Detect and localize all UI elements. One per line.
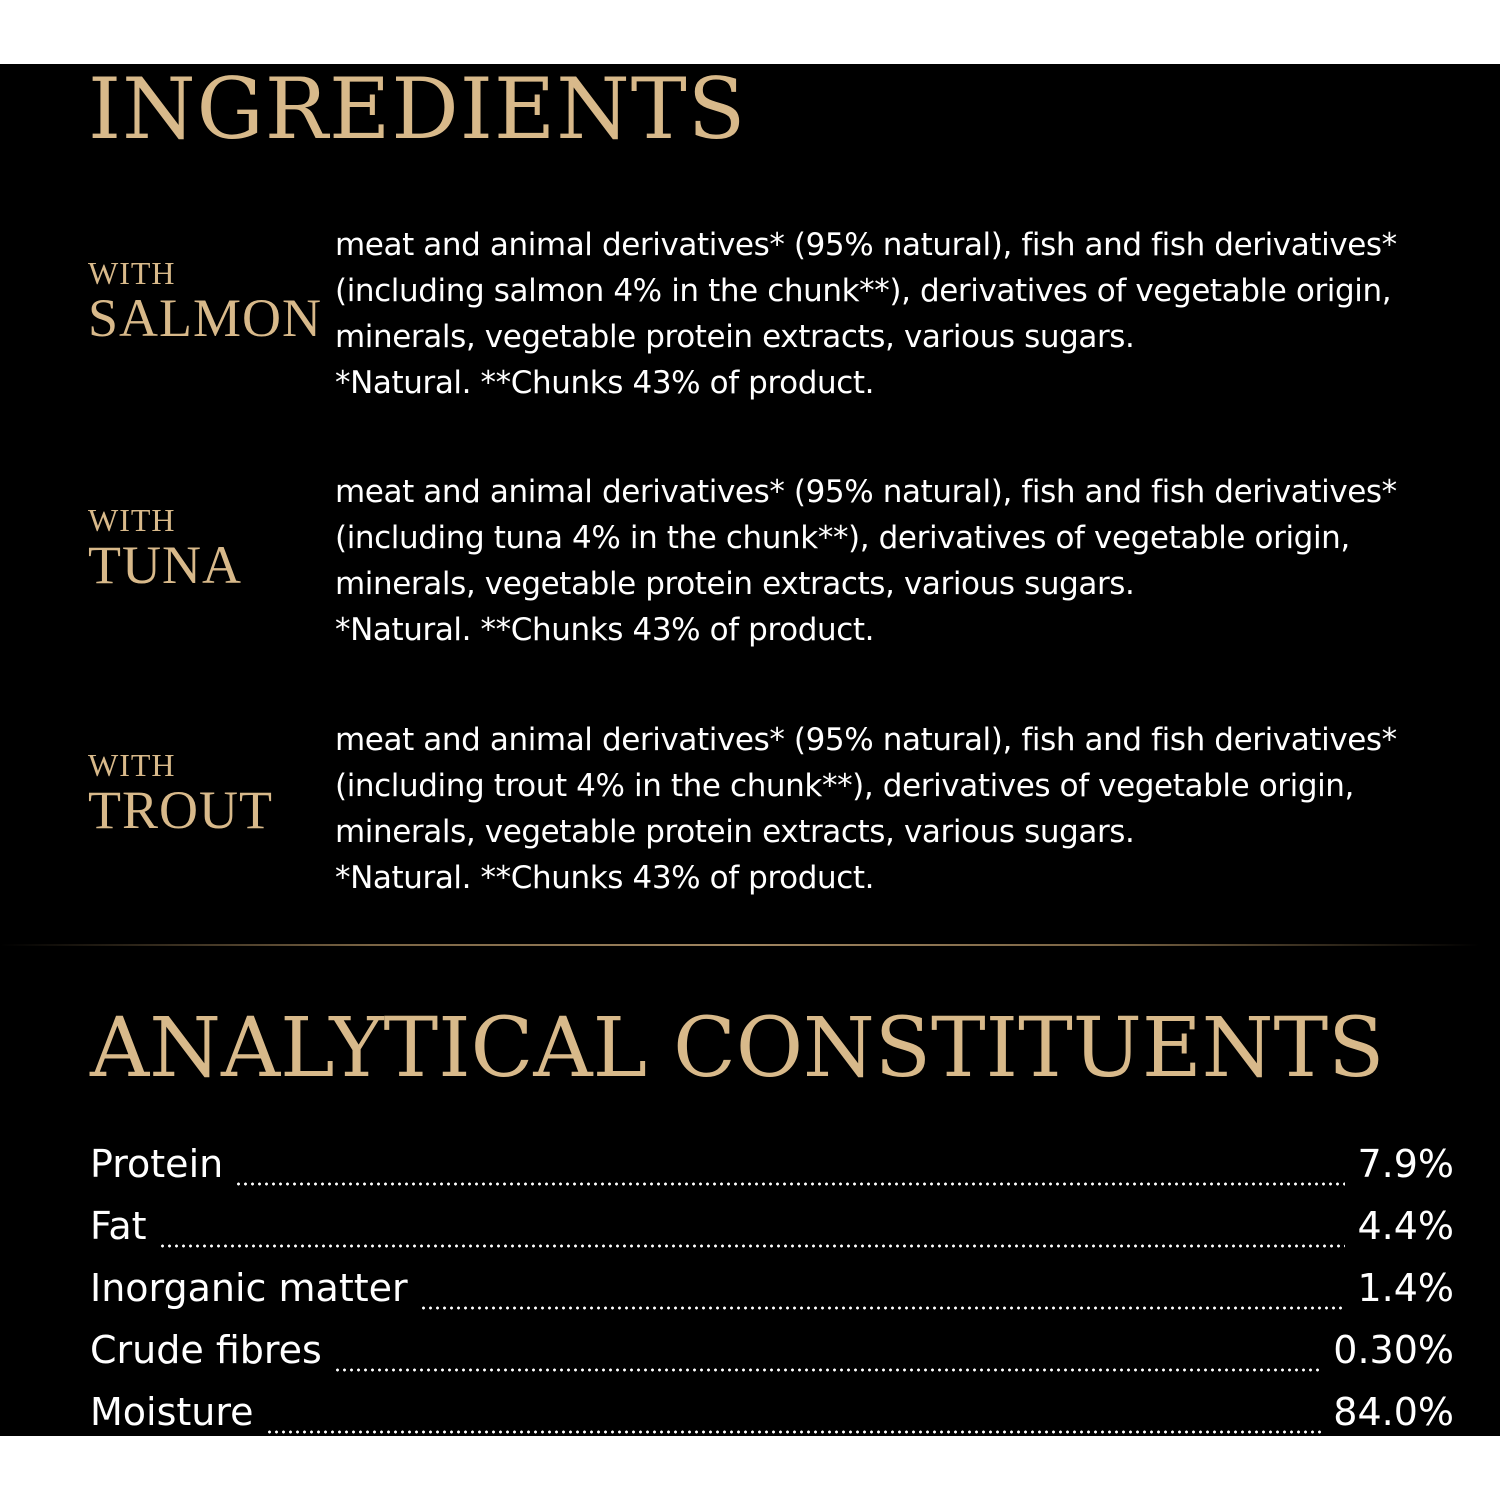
ingredients-title: INGREDIENTS [88,64,747,158]
constituent-row-moisture [90,1390,1454,1436]
variant-ingredients-text [335,222,1500,406]
variant-name: TROUT [88,780,273,840]
constituent-row-protein [90,1142,1454,1204]
constituent-row-crude-fibres [90,1328,1454,1390]
constituent-row-fat [90,1204,1454,1266]
ingredient-line: (including salmon 4% in the chunk**), derivatives of vegetable origin, [335,273,1392,309]
constituent-value: 7.9% [1357,1142,1454,1186]
ingredient-line: minerals, vegetable protein extracts, various sugars. [335,566,1135,602]
section-divider [0,944,1480,946]
constituent-row-inorganic-matter [90,1266,1454,1328]
constituent-value: 1.4% [1357,1266,1454,1310]
variant-prefix: WITH [88,502,176,538]
variant-prefix: WITH [88,255,176,291]
variant-label-tuna [88,502,242,595]
ingredient-line: *Natural. **Chunks 43% of product. [335,612,875,648]
ingredient-line: *Natural. **Chunks 43% of product. [335,365,875,401]
dot-leader [420,1306,1346,1310]
dot-leader [159,1244,1346,1248]
constituent-name: Fat [90,1204,147,1248]
ingredient-line: minerals, vegetable protein extracts, various sugars. [335,814,1135,850]
variant-name: SALMON [88,288,323,348]
variant-name: TUNA [88,535,242,595]
constituent-name: Crude fibres [90,1328,322,1372]
ingredient-line: meat and animal derivatives* (95% natural), fish and fish derivatives* [335,722,1397,758]
constituent-value: 0.30% [1333,1328,1454,1372]
ingredient-line: (including trout 4% in the chunk**), derivatives of vegetable origin, [335,768,1355,804]
variant-label-trout [88,747,273,840]
variant-ingredients-text [335,469,1500,653]
variant-label-salmon [88,255,323,348]
dot-leader [235,1182,1345,1186]
ingredients-panel [0,64,1500,1436]
analytical-constituents-list [90,1142,1454,1436]
ingredient-line: *Natural. **Chunks 43% of product. [335,860,875,896]
ingredient-line: meat and animal derivatives* (95% natural), fish and fish derivatives* [335,227,1397,263]
analytical-constituents-title: ANALYTICAL CONSTITUENTS [90,1001,1385,1096]
constituent-value: 84.0% [1333,1390,1454,1434]
ingredient-line: (including tuna 4% in the chunk**), derivatives of vegetable origin, [335,520,1350,556]
ingredient-line: meat and animal derivatives* (95% natural), fish and fish derivatives* [335,474,1397,510]
variant-prefix: WITH [88,747,176,783]
constituent-name: Protein [90,1142,224,1186]
variant-ingredients-text [335,717,1500,901]
constituent-name: Moisture [90,1390,254,1434]
dot-leader [266,1430,1322,1434]
constituent-name: Inorganic matter [90,1266,408,1310]
constituent-value: 4.4% [1357,1204,1454,1248]
dot-leader [334,1368,1321,1372]
ingredient-line: minerals, vegetable protein extracts, various sugars. [335,319,1135,355]
